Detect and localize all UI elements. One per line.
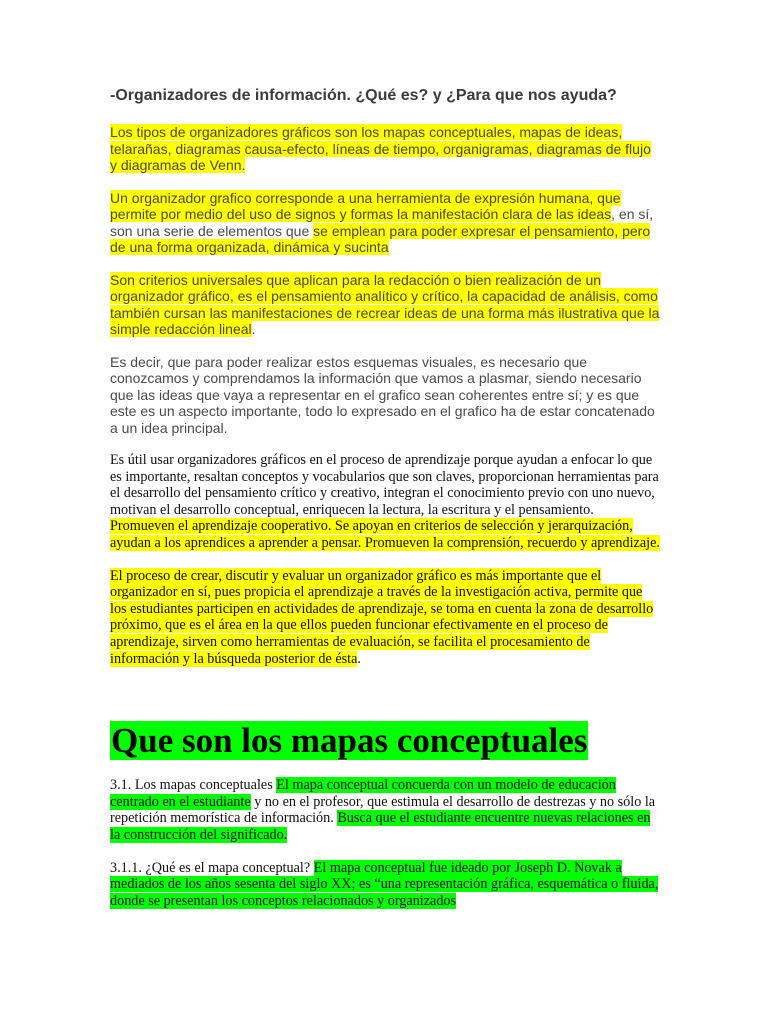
plain-text: Es útil usar organizadores gráficos en el proceso de aprendizaje porque ayudan a enfocar lo que es importante, resaltan conceptos y vocabularios que son claves, proporcionan herramientas para el desarrollo del pensamiento crítico y creativo, integran el conocimiento previo con uno nuevo, motivan el desarrollo conceptual, enriquecen la lectura, la escritura y el pensamiento. (110, 452, 659, 518)
page-title (110, 721, 660, 761)
highlighted-text: se emplean para poder expresar el pensamiento, pero de una forma organizada, dinámica y sucinta (110, 222, 651, 255)
paragraph-criteria (110, 272, 660, 338)
section-heading: -Organizadores de información. ¿Qué es? y ¿Para que nos ayuda? (110, 87, 617, 104)
document-body (110, 84, 660, 925)
highlighted-text: Son criterios universales que aplican para la redacción o bien realización de un organizador gráfico, es el pensamiento analítico y crítico, la capacidad de análisis, como también cursan las manifestaciones de recrear ideas de una forma más ilustrativa que la simple redacción lineal (110, 271, 660, 337)
paragraph-usefulness (110, 452, 660, 552)
paragraph-organizer-types (110, 124, 660, 174)
highlighted-text: El proceso de crear, discutir y evaluar un organizador gráfico es más importante que el organizador en sí, pues propicia el aprendizaje a través de la investigación activa, permite que los estudiantes participen en actividades de aprendizaje, se toma en cuenta la zona de desarrollo próximo, que es el área en la que ellos pueden funcionar efectivamente en el proceso de aprendizaje, sirven como herramientas de evaluación, se facilita el procesamiento de información y la búsqueda posterior de ésta (110, 567, 654, 667)
title-text: Que son los mapas conceptuales (111, 721, 588, 761)
paragraph-organizer-definition (110, 190, 660, 256)
paragraph-visual-schemes: Es decir, que para poder realizar estos esquemas visuales, es necesario que conozcamos y comprendamos la información que vamos a plasmar, siendo necesario que las ideas que vaya a representar en el grafico sean coherentes entre sí; y es que este es un aspecto importante, todo lo expresado en el grafico ha de estar concatenado a un idea principal. (110, 353, 655, 436)
plain-text: y no en el profesor, que estimula el desarrollo de destrezas y no sólo la repetición memorística de información. (110, 793, 656, 827)
paragraph-process (110, 568, 660, 668)
highlighted-text: Los tipos de organizadores gráficos son los mapas conceptuales, mapas de ideas, telarañas, diagramas causa-efecto, líneas de tiempo, organigramas, diagramas de flujo y diagramas de Venn. (110, 124, 651, 173)
highlighted-text: Un organizador grafico corresponde a una herramienta de expresión humana, que permite por medio del uso de signos y formas la manifestación clara de las ideas (110, 189, 621, 222)
highlighted-text: El mapa conceptual concuerda con un modelo de educación centrado en el estudiante (110, 777, 616, 810)
plain-text: . (357, 650, 361, 667)
paragraph-what-is-concept-map (110, 860, 660, 910)
highlighted-text: Promueven el aprendizaje cooperativo. Se apoyan en criterios de selección y jerarquización, ayudan a los aprendices a aprender a pensar. Promueven la comprensión, recuerdo y aprendizaje. (110, 518, 660, 551)
highlighted-text: El mapa conceptual fue ideado por Joseph D. Novak a mediados de los años sesenta del siglo XX; es “una representación gráfica, esquemática o fluida, donde se presentan los conceptos relacionados y organizados (110, 859, 659, 909)
plain-text: . (251, 321, 256, 337)
plain-text: , en sí, son una serie de elementos que (110, 206, 654, 239)
highlighted-text: Busca que el estudiante encuentre nuevas relaciones en la construcción del significado. (110, 810, 651, 843)
plain-text: 3.1. Los mapas conceptuales (110, 777, 277, 794)
paragraph-concept-maps (110, 777, 660, 843)
plain-text: 3.1.1. ¿Qué es el mapa conceptual? (110, 859, 314, 876)
